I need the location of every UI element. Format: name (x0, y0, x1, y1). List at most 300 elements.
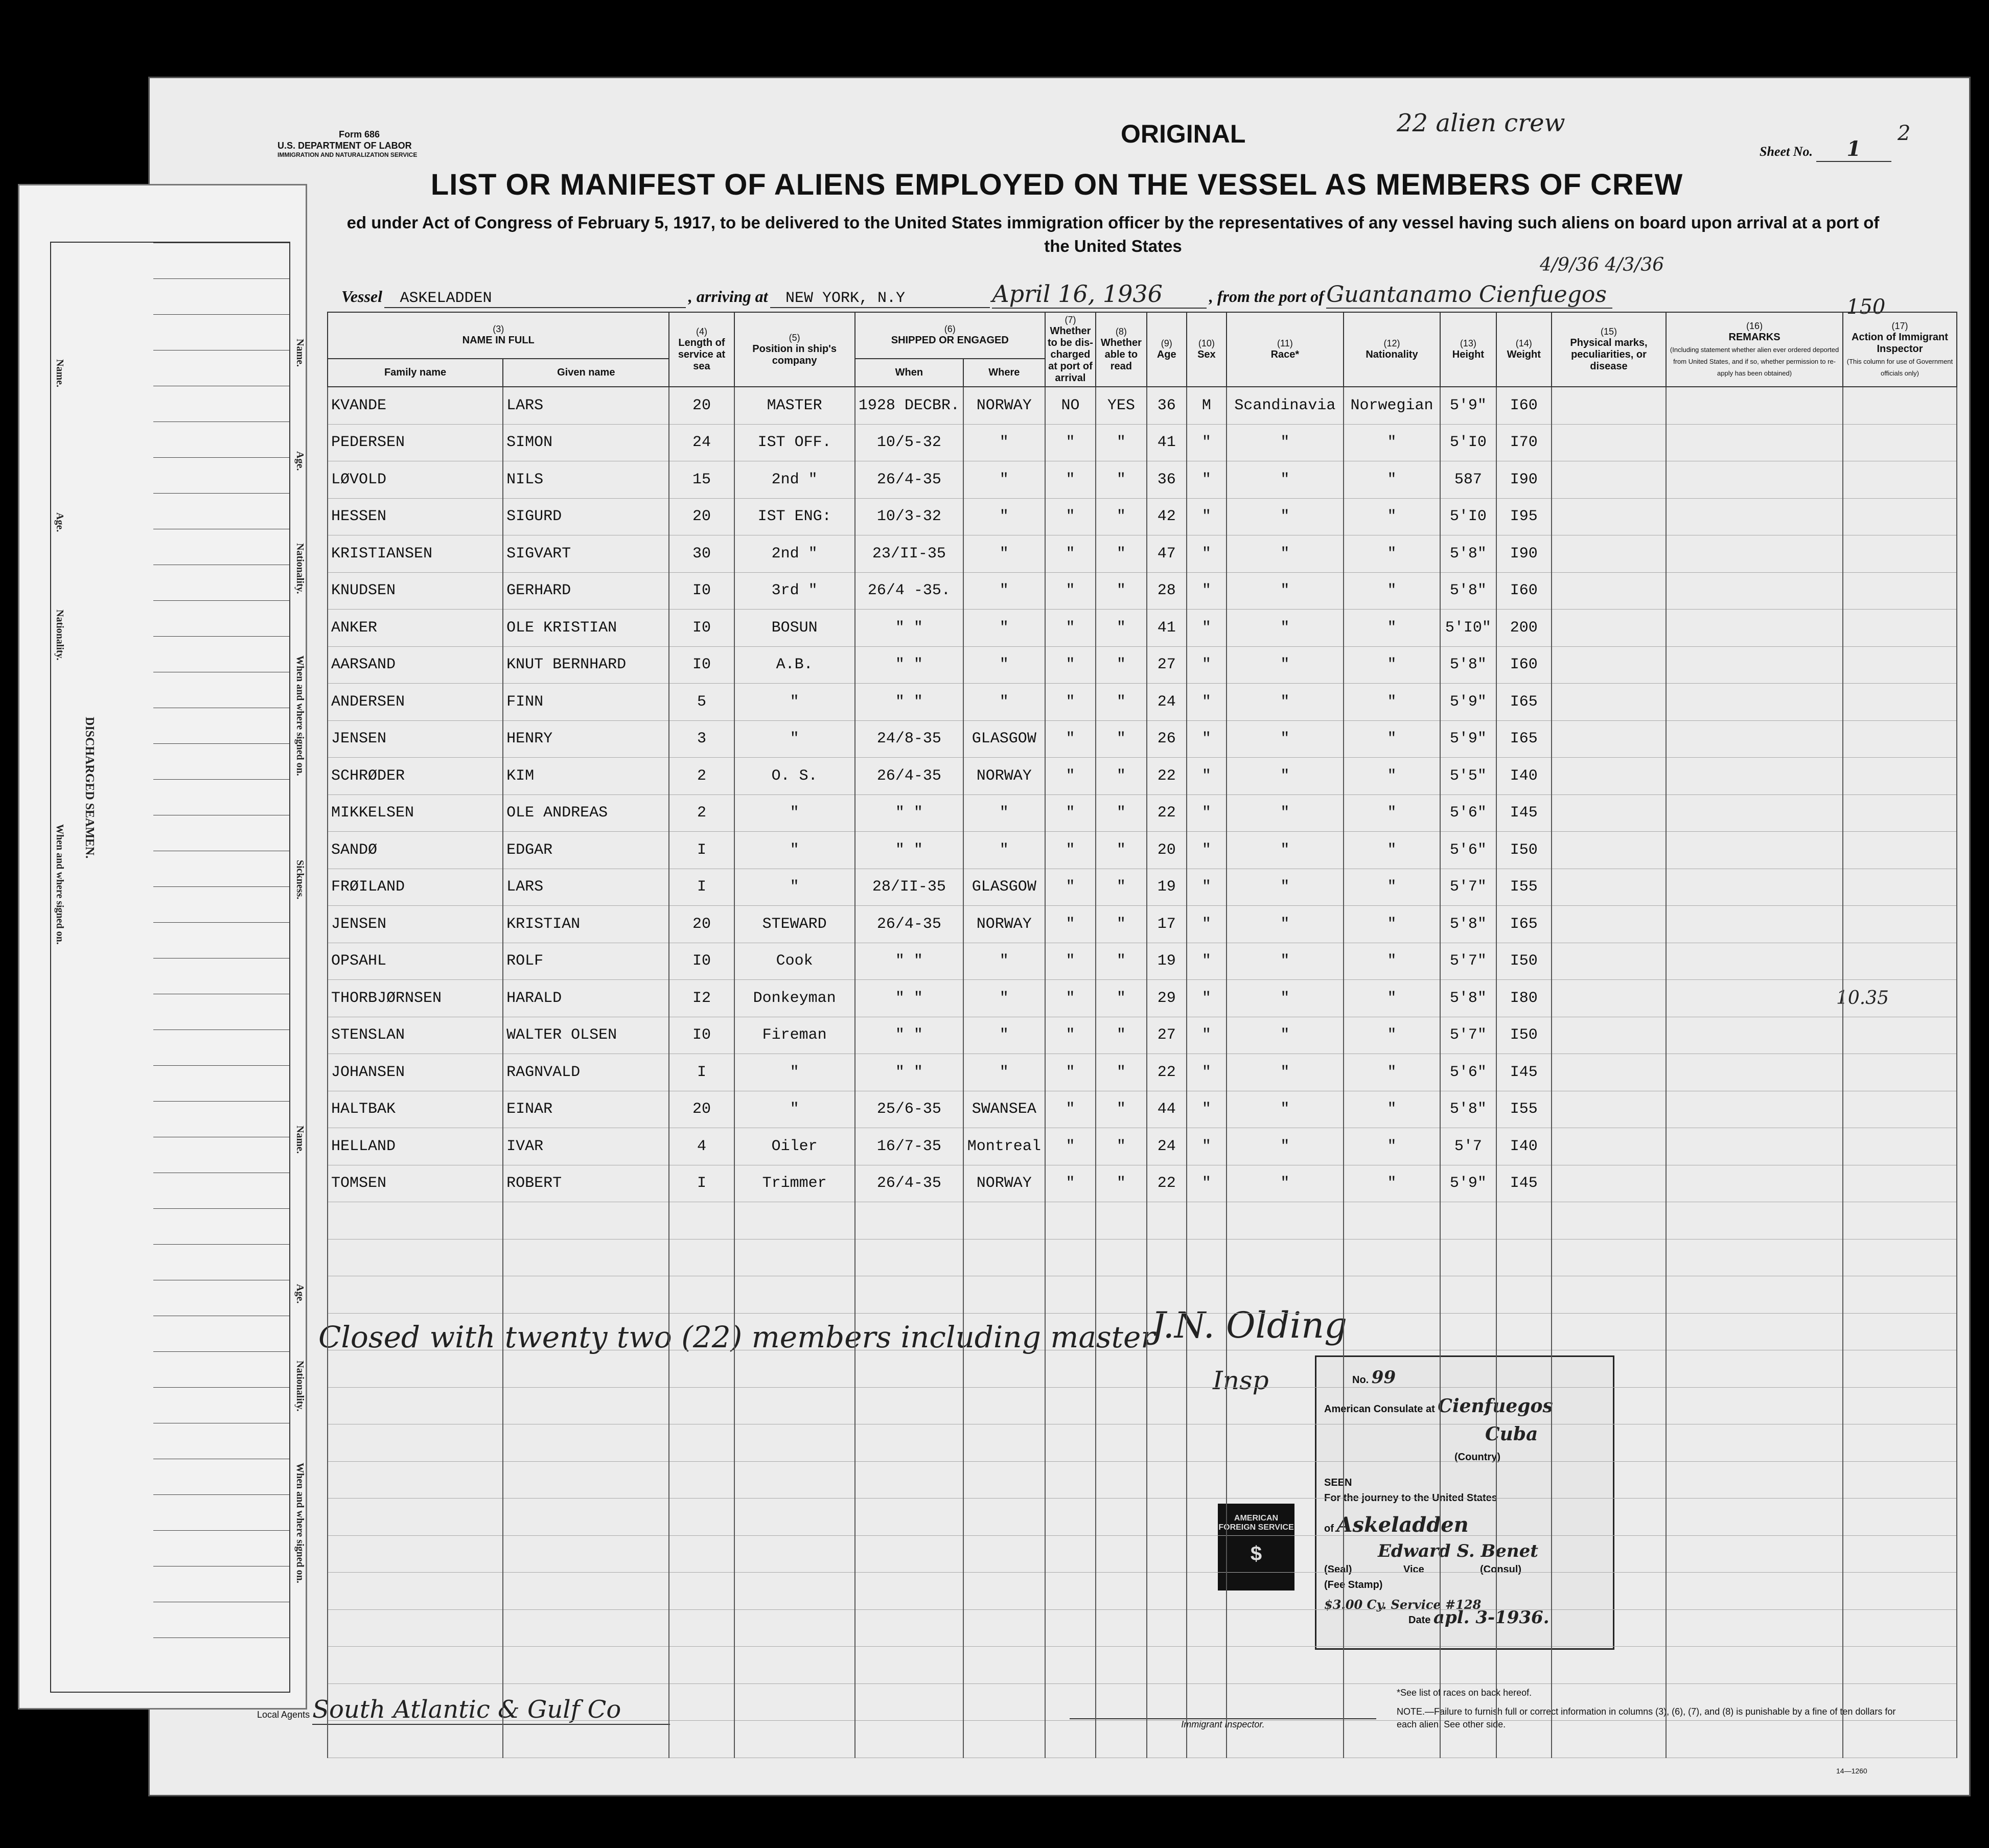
act-text: ed under Act of Congress of February 5, 1917, to be delivered to the United States immigration officer by the representatives of any vessel having such aliens on board upon arrival at a port of the United States (346, 213, 1880, 256)
penalty-note: NOTE.—Failure to furnish full or correct information in columns (3), (6), (7), and (8) is punishable by a fine of ten dollars for each alien. See other side. (1397, 1706, 1896, 1730)
cell-position: STEWARD (734, 906, 855, 943)
empty-cell (1227, 1313, 1344, 1350)
cell-nat: " (1344, 980, 1440, 1017)
cell-disch: " (1045, 1054, 1096, 1091)
empty-cell (1666, 498, 1843, 535)
empty-cell (1552, 943, 1666, 980)
cell-read: " (1096, 1054, 1146, 1091)
empty-cell (1344, 1461, 1440, 1499)
cell-where: " (963, 572, 1045, 610)
consul-label: (Consul) (1480, 1564, 1522, 1575)
blank-row (328, 1461, 1957, 1499)
empty-cell (734, 1683, 855, 1721)
empty-cell (963, 1350, 1045, 1388)
cell-race: " (1227, 869, 1344, 906)
cell-disch: NO (1045, 387, 1096, 424)
empty-cell (1552, 1350, 1666, 1388)
inspector-title: Insp (1213, 1366, 1269, 1395)
cell-family: KVANDE (328, 387, 503, 424)
cell-family: STENSLAN (328, 1017, 503, 1054)
empty-cell (855, 1387, 963, 1424)
empty-cell (1552, 461, 1666, 499)
cell-weight: I50 (1496, 832, 1552, 869)
empty-cell (855, 1573, 963, 1610)
cell-position: BOSUN (734, 610, 855, 647)
empty-cell (1552, 1424, 1666, 1462)
empty-cell (1440, 1313, 1496, 1350)
empty-cell (1552, 758, 1666, 795)
sheet-number-field (1760, 137, 1891, 161)
cell-position: A.B. (734, 646, 855, 684)
cell-age: 26 (1147, 720, 1187, 758)
cell-weight: I65 (1496, 684, 1552, 721)
empty-cell (1344, 1683, 1440, 1721)
cell-family: LØVOLD (328, 461, 503, 499)
empty-cell (1496, 1202, 1552, 1239)
cell-disch: " (1045, 498, 1096, 535)
empty-cell (1096, 1239, 1146, 1276)
cell-nat: " (1344, 610, 1440, 647)
empty-cell (1666, 906, 1843, 943)
empty-cell (669, 1424, 734, 1462)
cell-weight: I65 (1496, 906, 1552, 943)
cell-family: HESSEN (328, 498, 503, 535)
cell-service: I0 (669, 646, 734, 684)
empty-cell (1496, 1721, 1552, 1758)
empty-cell (1552, 1276, 1666, 1314)
empty-cell (1666, 1313, 1843, 1350)
cell-race: " (1227, 610, 1344, 647)
cell-age: 24 (1147, 684, 1187, 721)
empty-cell (1843, 535, 1957, 573)
empty-cell (328, 1313, 503, 1350)
cell-given: SIMON (503, 424, 669, 461)
empty-cell (734, 1499, 855, 1536)
empty-cell (1552, 1239, 1666, 1276)
cell-given: LARS (503, 869, 669, 906)
cell-disch: " (1045, 720, 1096, 758)
cell-family: JOHANSEN (328, 1054, 503, 1091)
cell-given: KNUT BERNHARD (503, 646, 669, 684)
table-row (328, 461, 1957, 499)
cell-family: HALTBAK (328, 1091, 503, 1128)
blank-row (328, 1535, 1957, 1573)
empty-cell (328, 1202, 503, 1239)
cell-race: " (1227, 535, 1344, 573)
action-header: (17) Action of Immigrant Inspector (This column for use of Government officials only) (1843, 312, 1957, 387)
empty-cell (1147, 1387, 1187, 1424)
sex-header: (10) Sex (1187, 312, 1227, 387)
cell-read: " (1096, 1017, 1146, 1054)
form-number: Form 686 (339, 129, 380, 139)
seen-label: SEEN (1324, 1477, 1352, 1488)
empty-cell (1045, 1350, 1096, 1388)
empty-cell (328, 1424, 503, 1462)
empty-cell (1096, 1499, 1146, 1536)
cell-when: " " (855, 684, 963, 721)
empty-cell (855, 1276, 963, 1314)
empty-cell (1552, 832, 1666, 869)
cell-age: 41 (1147, 424, 1187, 461)
flap-rule (153, 779, 289, 780)
alien-crew-note: 22 alien crew (1397, 109, 1565, 137)
local-agents-value: South Atlantic & Gulf Co (312, 1695, 670, 1725)
cell-height: 5'9" (1440, 1165, 1496, 1202)
table-row (328, 794, 1957, 832)
empty-cell (1096, 1683, 1146, 1721)
flap-rule (153, 886, 289, 887)
when-header: When (855, 359, 963, 387)
cell-age: 22 (1147, 1165, 1187, 1202)
empty-cell (1147, 1721, 1187, 1758)
consulate-vessel: Askeladden (1336, 1513, 1469, 1537)
empty-cell (1666, 1202, 1843, 1239)
cell-race: " (1227, 498, 1344, 535)
empty-cell (855, 1424, 963, 1462)
empty-cell (963, 1276, 1045, 1314)
empty-cell (1552, 572, 1666, 610)
cell-where: " (963, 794, 1045, 832)
cell-where: " (963, 461, 1045, 499)
empty-cell (1552, 1535, 1666, 1573)
blank-row (328, 1350, 1957, 1388)
empty-cell (1227, 1535, 1344, 1573)
empty-cell (1552, 1165, 1666, 1202)
empty-cell (503, 1424, 669, 1462)
empty-cell (734, 1424, 855, 1462)
empty-cell (1552, 1054, 1666, 1091)
table-row (328, 684, 1957, 721)
date-label: Date (1408, 1615, 1431, 1626)
empty-cell (963, 1202, 1045, 1239)
cell-nat: " (1344, 943, 1440, 980)
empty-cell (1666, 572, 1843, 610)
empty-cell (963, 1461, 1045, 1499)
cell-read: " (1096, 461, 1146, 499)
cell-given: GERHARD (503, 572, 669, 610)
empty-cell (1843, 1461, 1957, 1499)
empty-cell (1843, 1054, 1957, 1091)
empty-cell (1843, 1128, 1957, 1165)
cell-position: 2nd " (734, 461, 855, 499)
cell-age: 44 (1147, 1091, 1187, 1128)
cell-nat: " (1344, 758, 1440, 795)
discharged-header: (7) Whether to be dis-charged at port of arrival (1045, 312, 1096, 387)
empty-cell (1187, 1239, 1227, 1276)
empty-cell (963, 1721, 1045, 1758)
cell-race: " (1227, 1128, 1344, 1165)
empty-cell (1096, 1350, 1146, 1388)
empty-cell (1552, 1683, 1666, 1721)
cell-family: HELLAND (328, 1128, 503, 1165)
cell-given: LARS (503, 387, 669, 424)
cell-given: ROBERT (503, 1165, 669, 1202)
cell-disch: " (1045, 1128, 1096, 1165)
empty-cell (328, 1350, 503, 1388)
cell-race: " (1227, 832, 1344, 869)
empty-cell (328, 1647, 503, 1684)
table-row (328, 1128, 1957, 1165)
cell-position: IST OFF. (734, 424, 855, 461)
empty-cell (1147, 1313, 1187, 1350)
empty-cell (1496, 1535, 1552, 1573)
empty-cell (734, 1313, 855, 1350)
flap-sickness-label: Sickness. (294, 860, 306, 900)
empty-cell (503, 1499, 669, 1536)
empty-cell (1344, 1424, 1440, 1462)
empty-cell (503, 1387, 669, 1424)
empty-cell (1440, 1535, 1496, 1573)
cell-when: 26/4-35 (855, 906, 963, 943)
empty-cell (734, 1647, 855, 1684)
empty-cell (328, 1683, 503, 1721)
cell-when: " " (855, 610, 963, 647)
empty-cell (1552, 684, 1666, 721)
voyage-line (341, 280, 1951, 311)
empty-cell (669, 1573, 734, 1610)
empty-cell (1843, 572, 1957, 610)
empty-cell (855, 1721, 963, 1758)
blank-row (328, 1313, 1957, 1350)
cell-nat: " (1344, 461, 1440, 499)
consul-signature: Edward S. Benet (1378, 1541, 1538, 1561)
empty-cell (734, 1535, 855, 1573)
original-label: ORIGINAL (1121, 120, 1246, 148)
cell-nat: " (1344, 1128, 1440, 1165)
empty-cell (1344, 1239, 1440, 1276)
cell-weight: I65 (1496, 720, 1552, 758)
cell-when: " " (855, 943, 963, 980)
cell-given: HENRY (503, 720, 669, 758)
cell-sex: " (1187, 1091, 1227, 1128)
cell-nat: " (1344, 1091, 1440, 1128)
empty-cell (1344, 1609, 1440, 1647)
empty-cell (1666, 1276, 1843, 1314)
empty-cell (503, 1573, 669, 1610)
flap-age-label: Age. (54, 512, 65, 532)
empty-cell (1843, 424, 1957, 461)
age-header: (9) Age (1147, 312, 1187, 387)
cell-sex: " (1187, 943, 1227, 980)
empty-cell (1227, 1573, 1344, 1610)
cell-read: " (1096, 869, 1146, 906)
cell-when: 1928 DECBR. (855, 387, 963, 424)
empty-cell (1187, 1573, 1227, 1610)
cell-given: SIGURD (503, 498, 669, 535)
empty-cell (1666, 943, 1843, 980)
cell-service: 30 (669, 535, 734, 573)
empty-cell (1666, 1535, 1843, 1573)
empty-cell (855, 1461, 963, 1499)
empty-cell (1227, 1499, 1344, 1536)
cell-weight: I55 (1496, 869, 1552, 906)
flap-rule (153, 636, 289, 637)
sheet-number: 1 (1816, 137, 1892, 162)
empty-cell (328, 1239, 503, 1276)
weight-header: (14) Weight (1496, 312, 1552, 387)
cell-service: 24 (669, 424, 734, 461)
of-label: of (1324, 1523, 1334, 1534)
cell-where: " (963, 832, 1045, 869)
empty-cell (963, 1609, 1045, 1647)
empty-cell (1344, 1647, 1440, 1684)
cell-disch: " (1045, 461, 1096, 499)
empty-cell (1440, 1239, 1496, 1276)
flap-nationality-label-2: Nationality. (294, 543, 306, 594)
empty-cell (669, 1721, 734, 1758)
cell-sex: " (1187, 424, 1227, 461)
flap-rule (153, 1065, 289, 1066)
cell-where: " (963, 1017, 1045, 1054)
empty-cell (1843, 794, 1957, 832)
empty-cell (1187, 1499, 1227, 1536)
cell-nat: " (1344, 572, 1440, 610)
cell-family: KRISTIANSEN (328, 535, 503, 573)
empty-cell (963, 1683, 1045, 1721)
empty-cell (1666, 1350, 1843, 1388)
cell-given: EDGAR (503, 832, 669, 869)
empty-cell (1496, 1573, 1552, 1610)
cell-where: NORWAY (963, 758, 1045, 795)
empty-cell (1045, 1721, 1096, 1758)
cell-weight: I95 (1496, 498, 1552, 535)
cell-age: 24 (1147, 1128, 1187, 1165)
empty-cell (1843, 1721, 1957, 1758)
cell-sex: " (1187, 832, 1227, 869)
cell-height: 5'8" (1440, 1091, 1496, 1128)
cell-service: I (669, 1054, 734, 1091)
empty-cell (1666, 1461, 1843, 1499)
empty-cell (1096, 1461, 1146, 1499)
flap-rule (153, 743, 289, 744)
cell-position: " (734, 869, 855, 906)
cell-service: 2 (669, 794, 734, 832)
table-row (328, 1017, 1957, 1054)
empty-cell (1227, 1683, 1344, 1721)
cell-position: " (734, 720, 855, 758)
cell-given: OLE KRISTIAN (503, 610, 669, 647)
empty-cell (963, 1573, 1045, 1610)
flap-name-label-3: Name. (294, 1126, 306, 1154)
empty-cell (503, 1239, 669, 1276)
cell-weight: I40 (1496, 1128, 1552, 1165)
empty-cell (1045, 1387, 1096, 1424)
cell-service: 5 (669, 684, 734, 721)
empty-cell (1552, 1313, 1666, 1350)
cell-sex: " (1187, 906, 1227, 943)
margin-mark: 10.35 (1836, 988, 1889, 1009)
empty-cell (1187, 1276, 1227, 1314)
cell-height: 5'I0" (1440, 610, 1496, 647)
empty-cell (855, 1609, 963, 1647)
cell-where: " (963, 980, 1045, 1017)
empty-cell (503, 1276, 669, 1314)
cell-weight: I60 (1496, 572, 1552, 610)
cell-family: SANDØ (328, 832, 503, 869)
empty-cell (1227, 1647, 1344, 1684)
empty-cell (855, 1647, 963, 1684)
empty-cell (963, 1313, 1045, 1350)
cell-service: 20 (669, 906, 734, 943)
cell-service: 2 (669, 758, 734, 795)
cell-sex: " (1187, 1165, 1227, 1202)
empty-cell (1227, 1461, 1344, 1499)
cell-family: AARSAND (328, 646, 503, 684)
empty-cell (1843, 646, 1957, 684)
cell-disch: " (1045, 832, 1096, 869)
empty-cell (1496, 1424, 1552, 1462)
empty-cell (1552, 1202, 1666, 1239)
cell-race: " (1227, 1054, 1344, 1091)
empty-cell (1666, 1683, 1843, 1721)
table-row (328, 720, 1957, 758)
cell-race: " (1227, 794, 1344, 832)
country-value: Cuba (1485, 1423, 1538, 1445)
empty-cell (1096, 1573, 1146, 1610)
cell-when: 26/4-35 (855, 758, 963, 795)
cell-read: " (1096, 943, 1146, 980)
cell-height: 5'5" (1440, 758, 1496, 795)
flap-age-label-2: Age. (294, 451, 306, 471)
flap-rule (153, 1244, 289, 1245)
cell-where: NORWAY (963, 906, 1045, 943)
empty-cell (1843, 684, 1957, 721)
empty-cell (1843, 1276, 1957, 1314)
empty-cell (1440, 1350, 1496, 1388)
cell-disch: " (1045, 646, 1096, 684)
empty-cell (1187, 1202, 1227, 1239)
flap-signed-label-3: When and where signed on. (294, 1463, 306, 1583)
cell-read: " (1096, 980, 1146, 1017)
empty-cell (1552, 720, 1666, 758)
empty-cell (328, 1535, 503, 1573)
cell-weight: I70 (1496, 424, 1552, 461)
empty-cell (1843, 720, 1957, 758)
cell-disch: " (1045, 572, 1096, 610)
empty-cell (1440, 1721, 1496, 1758)
empty-cell (669, 1461, 734, 1499)
cell-where: " (963, 684, 1045, 721)
cell-nat: " (1344, 906, 1440, 943)
empty-cell (1187, 1461, 1227, 1499)
table-row (328, 832, 1957, 869)
fee-note: $3.00 Cy. Service #128 (1324, 1597, 1482, 1612)
flap-rule (153, 922, 289, 923)
physical-header: (15) Physical marks, peculiarities, or disease (1552, 312, 1666, 387)
cell-family: MIKKELSEN (328, 794, 503, 832)
cell-given: FINN (503, 684, 669, 721)
empty-cell (1552, 535, 1666, 573)
cell-age: 28 (1147, 572, 1187, 610)
empty-cell (1344, 1573, 1440, 1610)
cell-age: 36 (1147, 387, 1187, 424)
empty-cell (1843, 1091, 1957, 1128)
empty-cell (1843, 387, 1957, 424)
vessel-name: ASKELADDEN (384, 290, 686, 308)
empty-cell (1147, 1609, 1187, 1647)
flap-name-label-2: Name. (294, 339, 306, 367)
empty-cell (1552, 1461, 1666, 1499)
empty-cell (1552, 498, 1666, 535)
empty-cell (1666, 758, 1843, 795)
table-row (328, 610, 1957, 647)
cell-when: 16/7-35 (855, 1128, 963, 1165)
empty-cell (734, 1573, 855, 1610)
empty-cell (963, 1647, 1045, 1684)
cell-given: SIGVART (503, 535, 669, 573)
cell-family: OPSAHL (328, 943, 503, 980)
empty-cell (1147, 1683, 1187, 1721)
